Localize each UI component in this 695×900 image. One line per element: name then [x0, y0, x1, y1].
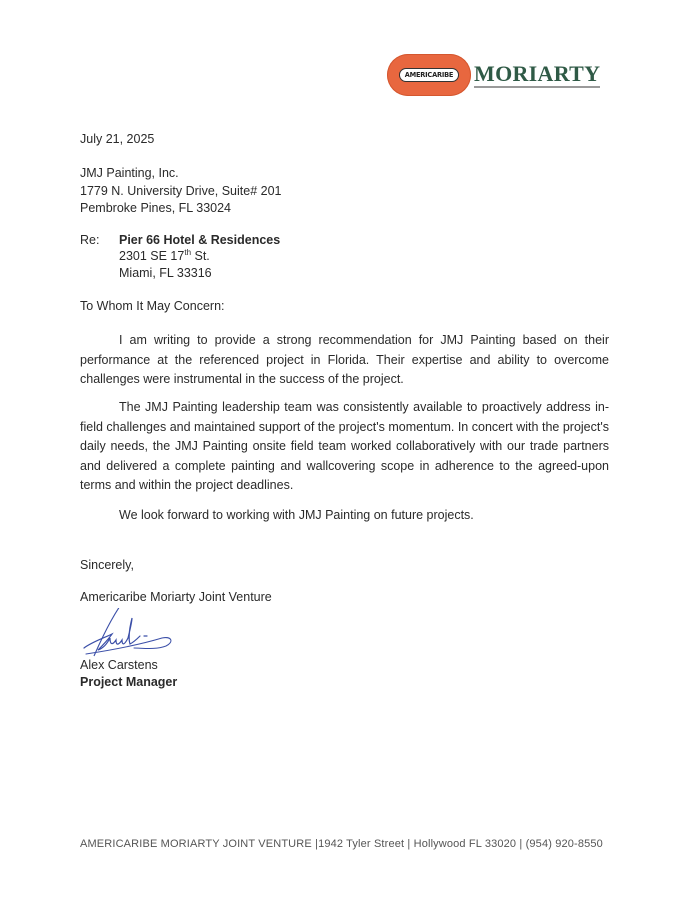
moriarty-wordmark: MORIARTY [474, 60, 601, 86]
recipient-address-line1: 1779 N. University Drive, Suite# 201 [80, 184, 282, 198]
valediction: Sincerely, [80, 558, 134, 572]
re-street-number: 2301 SE 17 [119, 249, 185, 263]
re-label: Re: [80, 233, 100, 247]
americaribe-badge-text: AMERICARIBE [399, 68, 460, 82]
salutation: To Whom It May Concern: [80, 299, 225, 313]
recipient-address-line2: Pembroke Pines, FL 33024 [80, 201, 232, 215]
body-paragraph-1: I am writing to provide a strong recommendation for JMJ Painting based on their performance at the referenced project in Florida. Their expertise and ability to overcome challenges were instrumental in the success of the project. [80, 333, 609, 386]
body-paragraph-3: We look forward to working with JMJ Painting on future projects. [119, 508, 474, 522]
recipient-name: JMJ Painting, Inc. [80, 166, 179, 180]
re-project-street [119, 248, 210, 264]
body-paragraph-2: The JMJ Painting leadership team was consistently available to proactively address in-field challenges and maintained support of the project's momentum. In concert with the project's daily needs, the JMJ Painting onsite field team worked collaboratively with our trade partners and delivered a complete painting and wallcovering scope in adherence to the agreed-upon terms and within the project deadlines. [80, 400, 609, 492]
company-logo [387, 53, 600, 97]
re-project-city: Miami, FL 33316 [119, 266, 212, 280]
signer-organization: Americaribe Moriarty Joint Venture [80, 590, 272, 604]
re-street-ordinal: th [184, 247, 192, 257]
re-project-name: Pier 66 Hotel & Residences [119, 233, 281, 247]
signer-title: Project Manager [80, 675, 178, 689]
letter-date: July 21, 2025 [80, 132, 155, 146]
americaribe-badge [387, 54, 471, 96]
letter-footer: AMERICARIBE MORIARTY JOINT VENTURE |1942 Tyler Street | Hollywood FL 33020 | (954) 920-8550 [80, 838, 603, 850]
signer-name: Alex Carstens [80, 658, 158, 672]
re-street-end: St. [191, 249, 210, 263]
